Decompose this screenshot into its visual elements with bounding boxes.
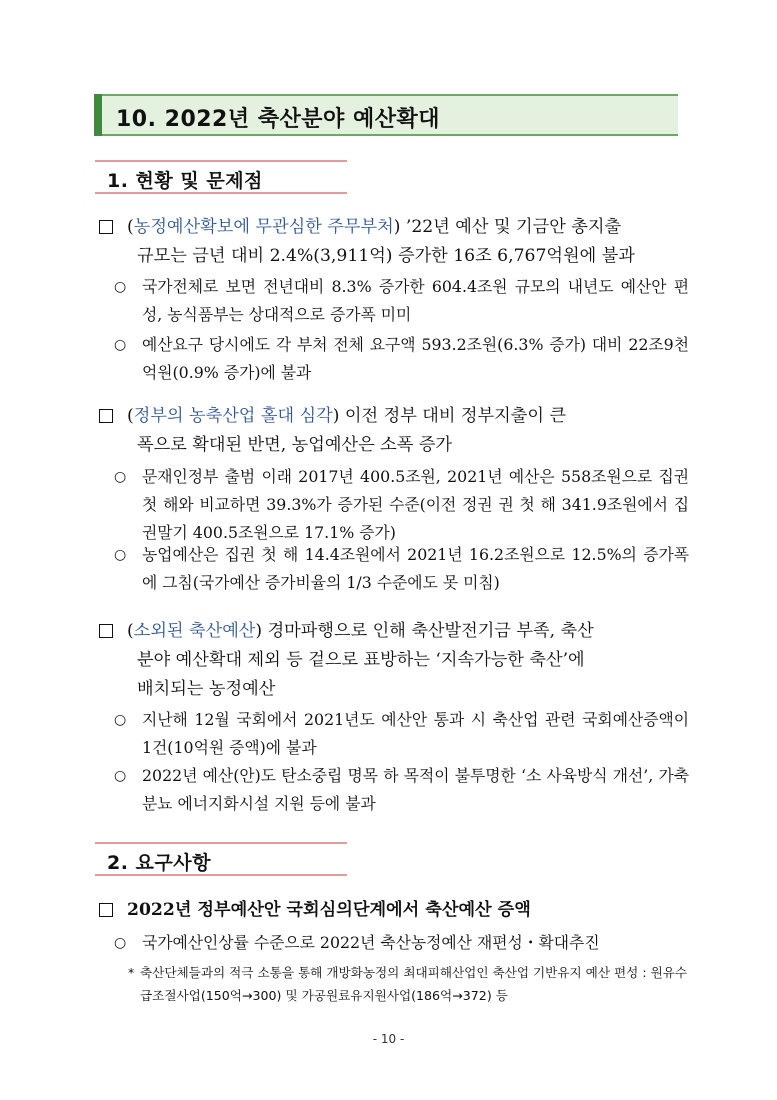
section-header-requests	[95, 842, 347, 876]
square-bullet-icon	[99, 220, 113, 234]
square-bullet-item: (정부의 농축산업 홀대 심각) 이전 정부 대비 정부지출이 큰 폭으로 확대된 반면, 농업예산은 소폭 증가	[99, 402, 689, 460]
title-accent	[94, 94, 102, 136]
circle-bullet-icon: ○	[114, 712, 127, 728]
section-header-status	[95, 160, 347, 194]
square-bullet-item: (소외된 축산예산) 경마파행으로 인해 축산발전기금 부족, 축산 분야 예산확대 제외 등 겉으로 표방하는 ‘지속가능한 축산’에 배치되는 농정예산	[99, 617, 689, 704]
square-bullet-icon	[99, 409, 113, 423]
circle-bullet-item: ○ 예산요구 당시에도 각 부처 전체 요구액 593.2조원(6.3% 증가) 대비 22조9천억원(0.9% 증가)에 불과	[114, 331, 689, 387]
asterisk-icon: *	[128, 965, 135, 980]
square-bullet-icon	[99, 903, 113, 917]
circle-bullet-icon: ○	[114, 337, 127, 353]
page-number: - 10 -	[372, 1032, 405, 1046]
circle-bullet-icon: ○	[114, 469, 127, 485]
circle-bullet-icon: ○	[114, 547, 127, 563]
circle-bullet-icon: ○	[114, 768, 127, 784]
page-title: 10. 2022년 축산분야 예산확대	[116, 107, 440, 132]
circle-bullet-item: ○ 지난해 12월 국회에서 2021년도 예산안 통과 시 축산업 관련 국회예산증액이 1건(10억원 증액)에 불과	[114, 706, 689, 762]
footnote: * 축산단체들과의 적극 소통을 통해 개방화농정의 최대피해산업인 축산업 기반유지 예산 편성 : 원유수급조절사업(150억→300) 및 가공원료유지원사업(186억→372) 등	[128, 961, 693, 1007]
highlight-text: 정부의 농축산업 홀대 심각	[133, 406, 333, 426]
square-bullet-item: 2022년 정부예산안 국회심의단계에서 축산예산 증액	[99, 896, 689, 925]
circle-bullet-item: ○ 국가예산인상률 수준으로 2022년 축산농정예산 재편성・확대추진	[114, 929, 689, 957]
circle-bullet-item: ○ 농업예산은 집권 첫 해 14.4조원에서 2021년 16.2조원으로 12.5%의 증가폭에 그침(국가예산 증가비율의 1/3 수준에도 못 미침)	[114, 541, 689, 597]
main-title-bar	[94, 94, 678, 136]
circle-bullet-icon: ○	[114, 279, 127, 295]
circle-bullet-item: ○ 2022년 예산(안)도 탄소중립 명목 하 목적이 불투명한 ‘소 사육방식 개선’, 가축분뇨 에너지화시설 지원 등에 불과	[114, 762, 689, 818]
highlight-text: 소외된 축산예산	[133, 621, 256, 641]
square-bullet-icon	[99, 624, 113, 638]
square-bullet-item: (농정예산확보에 무관심한 주무부처) ’22년 예산 및 기금안 총지출 규모는 금년 대비 2.4%(3,911억) 증가한 16조 6,767억원에 불과	[99, 213, 689, 271]
section-title: 1. 현황 및 문제점	[107, 170, 263, 192]
circle-bullet-item: ○ 국가전체로 보면 전년대비 8.3% 증가한 604.4조원 규모의 내년도 예산안 편성, 농식품부는 상대적으로 증가폭 미미	[114, 273, 689, 329]
highlight-text: 농정예산확보에 무관심한 주무부처	[133, 217, 394, 237]
circle-bullet-icon: ○	[114, 935, 127, 951]
section-title: 2. 요구사항	[107, 852, 211, 874]
circle-bullet-item: ○ 문재인정부 출범 이래 2017년 400.5조원, 2021년 예산은 558조원으로 집권 첫 해와 비교하면 39.3%가 증가된 수준(이전 정권 권 첫 해 341.9조원에서 집권말기 400.5조원으로 17.1% 증가)	[114, 463, 689, 547]
